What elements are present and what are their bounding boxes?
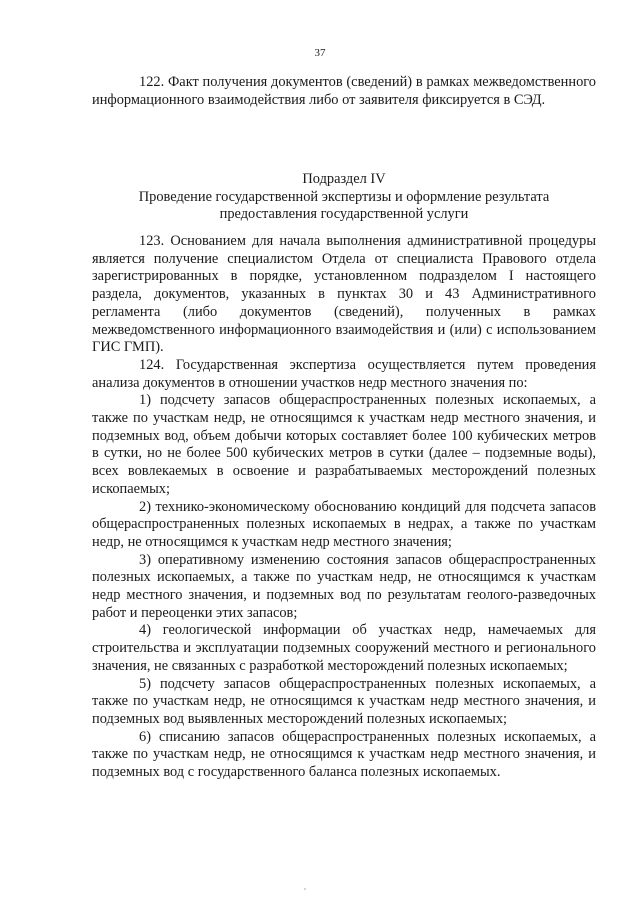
subsection-heading — [92, 171, 596, 224]
list-item-2: 2) технико-экономическому обоснованию кондиций для подсчета запасов общераспространенных полезных ископаемых в недрах, а также по участкам недр, не относящимся к участкам недр местного значения; — [92, 498, 596, 550]
paragraph-124: 124. Государственная экспертиза осуществляется путем проведения анализа документов в отношении участков недр местного значения по: — [92, 356, 596, 391]
list-item-1: 1) подсчету запасов общераспространенных полезных ископаемых, а также по участкам недр, не относящимся к участкам недр местного значения, и подземных вод, объем добычи которых составляет более 100 кубических метров в сутки, но не более 500 кубических метров в сутки (далее – подземные воды), всех вовлекаемых в освоение и разрабатываемых месторождений полезных ископаемых; — [92, 392, 596, 497]
list-item-4: 4) геологической информации об участках недр, намечаемых для строительства и эксплуатации подземных сооружений местного и регионального значения, не связанных с разработкой месторождений полезных ископаемых; — [92, 622, 596, 674]
paragraph-122: 122. Факт получения документов (сведений) в рамках межведомственного информационного взаимодействия либо от заявителя фиксируется в СЭД. — [92, 74, 596, 108]
scan-speck — [304, 888, 306, 890]
paragraph-123: 123. Основанием для начала выполнения административной процедуры является получение специалистом Отдела от специалиста Правового отдела зарегистрированных в порядке, установленном подразделом I настоящего раздела, документов, указанных в пунктах 30 и 43 Административного регламента (либо документов (сведений), полученных в рамках межведомственного информационного взаимодействия и (или) с использованием ГИС ГМП). — [92, 233, 596, 356]
paragraph-122-block — [92, 74, 596, 109]
subsection-title-line-1: Проведение государственной экспертизы и оформление результата — [138, 188, 550, 205]
subsection-title-line-2: предоставления государственной услуги — [219, 206, 469, 223]
list-item-3: 3) оперативному изменению состояния запасов общераспространенных полезных ископаемых, а также по участкам недр, не относящимся к участкам недр местного значения, и подземных вод по результатам геолого-разведочных работ и переоценки этих запасов; — [92, 551, 596, 621]
list-item-5: 5) подсчету запасов общераспространенных полезных ископаемых, а также по участкам недр, не относящимся к участкам недр местного значения, и подземных вод выявленных месторождений полезных ископаемых; — [92, 675, 596, 727]
list-item-6: 6) списанию запасов общераспространенных полезных ископаемых, а также по участкам недр, не относящимся к участкам недр местного значения, и подземных вод с государственного баланса полезных ископаемых. — [92, 728, 596, 781]
main-text — [92, 233, 596, 782]
page-number: 37 — [314, 47, 326, 59]
subsection-label: Подраздел IV — [302, 171, 386, 187]
